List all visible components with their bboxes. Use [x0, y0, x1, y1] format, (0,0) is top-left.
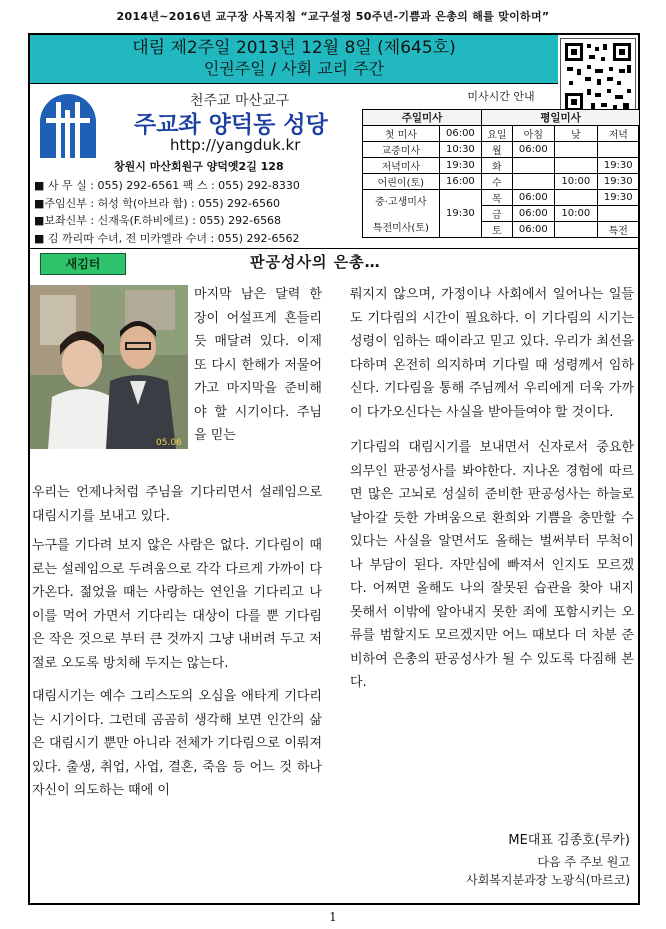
author-photo: [30, 285, 188, 449]
article-text-left: [32, 481, 322, 803]
article-text-left-top: [194, 283, 322, 448]
bulletin-page: [28, 33, 640, 905]
mass-cell-youth: [363, 190, 440, 238]
parish-logo-icon: [36, 92, 100, 164]
pastoral-motto: 2014년~2016년 교구장 사목지침 “교구설정 50주년-기쁨과 은총의 해를 맞이하며”: [116, 10, 550, 23]
author-signature: ME대표 김종호(루카): [508, 833, 630, 848]
mass-cell: 어린이(토): [363, 174, 440, 190]
mass-cell: 06:00: [512, 222, 554, 238]
section-divider: [30, 248, 638, 249]
contact-list: [34, 177, 360, 247]
mass-cell: 19:30: [439, 190, 481, 238]
page-number: 1: [329, 910, 337, 924]
mass-cell: 수: [482, 174, 513, 190]
youth-mass-label: 중·고생미사: [375, 197, 427, 208]
mass-cell: 목: [482, 190, 513, 206]
mass-cell: 19:30: [439, 158, 481, 174]
next-issue-author: 사회복지분과장 노광식(마르코): [466, 873, 630, 887]
article-paragraph: 누구를 기다려 보지 않은 사람은 없다. 기다림이 때로는 설레임으로 두려움으로 각각 다르게 가까이 다가온다. 젊었을 때는 사랑하는 연인을 기다리고 나이를 먹어 가면서 기다리는 대상이 다를 뿐 기다림은 작은 것으로 부터 큰 것까지 그냥 내버려 두고 저절로 오도록 방치해 두지는 않는다.: [32, 538, 322, 671]
article-paragraph: 대림시기는 예수 그리스도의 오심을 애타게 기다리는 시기이다. 그런데 곰곰히 생각해 보면 인간의 삶은 대림시기 뿐만 아니라 전체가 기다림으로 이뤄져 있다. 출생, 취업, 사업, 결혼, 죽음 등 어느 것 하나 자신이 의도하는 때에 이: [32, 689, 322, 798]
mass-schedule-table: [362, 109, 640, 238]
mass-cell: 16:00: [439, 174, 481, 190]
issue-line: 대림 제2주일 2013년 12월 8일 (제645호): [132, 38, 456, 58]
mass-cell: [555, 190, 597, 206]
issue-header: [30, 35, 558, 84]
mass-cell: 06:00: [512, 142, 554, 158]
mass-cell: 10:30: [439, 142, 481, 158]
parish-name: 주교좌 양덕동 성당: [134, 112, 328, 138]
qr-code-icon[interactable]: [560, 38, 636, 116]
mass-cell: 10:00: [555, 206, 597, 222]
sunday-mass-header: 주일미사: [363, 110, 482, 126]
mass-cell: [597, 206, 640, 222]
parish-website-link[interactable]: http://yangduk.kr: [170, 136, 301, 154]
mass-cell: 10:00: [555, 174, 597, 190]
photo-date-stamp: 05.06: [156, 438, 182, 448]
mass-cell: 화: [482, 158, 513, 174]
mass-cell: 19:30: [597, 174, 640, 190]
mass-cell: 요일: [482, 126, 513, 142]
mass-cell: 저녁: [597, 126, 640, 142]
next-issue-note: 다음 주 주보 원고: [537, 855, 630, 869]
mass-cell: 첫 미사: [363, 126, 440, 142]
mass-cell: 19:30: [597, 190, 640, 206]
vigil-mass-label: 특전미사(토): [372, 223, 429, 234]
mass-cell: 토: [482, 222, 513, 238]
mass-cell: [597, 142, 640, 158]
contact-assistant: ■보좌신부 : 신재욱(F.하비에르) : 055) 292-6568: [34, 214, 282, 227]
mass-schedule-title: 미사시간 안내: [467, 90, 535, 103]
article-paragraph: 우리는 언제나처럼 주님을 기다리면서 설레임으로 대림시기를 보내고 있다.: [32, 485, 322, 524]
article-paragraph: 마지막 남은 달력 한 장이 어설프게 흔들리듯 매달려 있다. 이제 또 다시 한해가 저물어 가고 마지막을 준비해야 할 시기이다. 주님을 믿는: [194, 287, 322, 443]
mass-cell: 19:30: [597, 158, 640, 174]
diocese-name: 천주교 마산교구: [190, 93, 290, 109]
weekday-mass-header: 평일미사: [482, 110, 640, 126]
mass-cell: 특전: [597, 222, 640, 238]
mass-cell: 아침: [512, 126, 554, 142]
article-title: 판공성사의 은총…: [250, 253, 381, 271]
mass-cell: 06:00: [512, 206, 554, 222]
contact-pastor: ■주임신부 : 허성 학(아브라 함) : 055) 292-6560: [34, 196, 280, 210]
parish-address: 창원시 마산회원구 양덕옛2길 128: [114, 160, 284, 173]
contact-office: ■ 사 무 실 : 055) 292-6561 팩 스 : 055) 292-8330: [34, 179, 300, 192]
article-paragraph: 뤄지지 않으며, 가정이나 사회에서 일어나는 일들도 기다림의 시간이 필요하다. 이 기다림의 시기는 성령이 임하는 때이라고 믿고 있다. 우리가 최선을 다하며 온전히 의지하며 기다릴 때 성령께서 임하신다. 기다림을 통해 주님께서 우리에게 더욱 가까이 다가오신다는 사실을 받아들여야 할 것이다.: [350, 287, 634, 420]
mass-cell: [555, 142, 597, 158]
mass-cell: 06:00: [512, 190, 554, 206]
mass-cell: [555, 158, 597, 174]
contact-sisters: ■ 김 까리따 수녀, 전 미카엘라 수녀 : 055) 292-6562: [34, 231, 300, 245]
mass-cell: [555, 222, 597, 238]
article-text-right: [350, 283, 634, 695]
mass-cell: 월: [482, 142, 513, 158]
mass-cell: 06:00: [439, 126, 481, 142]
column-tag: 새김터: [40, 253, 126, 275]
article-paragraph: 기다림의 대림시기를 보내면서 신자로서 중요한 의무인 판공성사를 봐야한다. 지나온 경험에 따르면 많은 고뇌로 성실히 준비한 판공성사는 하늘로 날아갈 듯한 가벼움으로 환희와 기쁨을 충만할 수 있다는 사실을 알면서도 올해는 벌써부터 무척이나 부담이 된다. 자만심에 빠져서 인지도 모르겠다. 어쩌면 올해도 나의 잘못된 습관을 찾아 내지 못해서 이밖에 알아내지 못한 죄에 포함시키는 오류를 범할지도 모르겠지만 어느 때보다 더 차분 준비하여 은총의 판공성사가 될 수 있도록 다짐해 본다.: [350, 440, 634, 690]
mass-cell: 저녁미사: [363, 158, 440, 174]
mass-cell: 금: [482, 206, 513, 222]
mass-cell: 낮: [555, 126, 597, 142]
mass-cell: [512, 174, 554, 190]
issue-subtitle: 인권주일 / 사회 교리 주간: [203, 59, 385, 78]
mass-cell: [512, 158, 554, 174]
mass-cell: 교중미사: [363, 142, 440, 158]
